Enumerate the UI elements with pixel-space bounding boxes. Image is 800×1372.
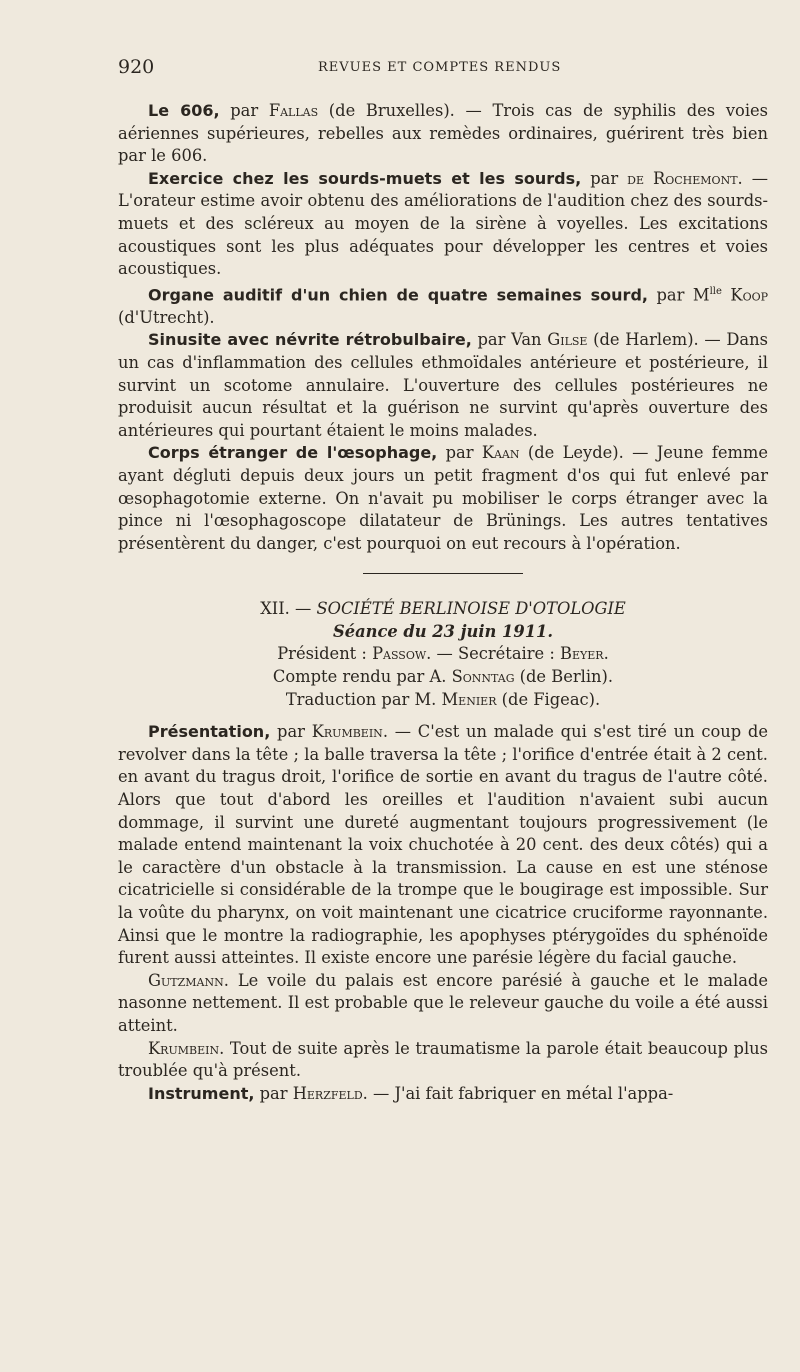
- section-heading: [118, 598, 768, 621]
- entry-text: par: [437, 443, 482, 463]
- author-name: Krumbein: [148, 1038, 220, 1058]
- entry-text: . Tout de suite après le traumatisme la parole était beaucoup plus troublée qu'à présent.: [118, 1038, 768, 1081]
- session-date: [118, 621, 768, 644]
- entry-title: Exercice chez les sourds-muets et les sourds,: [148, 168, 582, 188]
- paragraph-gutzmann: [118, 970, 768, 1038]
- entry-title: Corps étranger de l'œsophage,: [148, 443, 438, 463]
- officers-text: . — Secrétaire :: [426, 644, 561, 664]
- entry-text: (de Harlem). — Dans un cas d'inflammation des cellules ethmoïdales antérieure et postérieure, il survint un scotome annulaire. L'ouverture des cellules postérieures ne produisit aucun résultat et la guérison ne survint qu'après ouverture des antérieures qui pourtant étaient le moins malades.: [118, 330, 768, 440]
- entry-text: (de Leyde). — Jeune femme ayant dégluti depuis deux jours un petit fragment d'os qui fut enlevé par œsophagotomie externe. On n'avait pu mobiliser le corps étranger avec la pince ni l'œsophagoscope dilatateur de Brünings. Les autres tentatives présentèrent du danger, c'est pourquoi on eut recours à l'opération.: [118, 443, 768, 553]
- entry-text: par: [219, 101, 269, 120]
- report-text: (de Berlin).: [514, 667, 614, 687]
- officers-text: Président :: [277, 644, 373, 664]
- section-number: XII. —: [260, 599, 317, 619]
- session-date-text: Séance du 23 juin 1911.: [332, 621, 554, 641]
- entry-text: . — C'est un malade qui s'est tiré un coup de revolver dans la tête ; la balle traversa la tête ; l'orifice d'entrée était à 2 cent. en avant du tragus droit, l'orifice de sortie en avant du tragus de l'autre côté. Alors que tout d'abord les oreilles et l'audition n'avaient subi aucun dommage, il survint une dureté augmentant toujours progressivement (le malade entend maintenant la voix chuchotée à 20 cent. des deux côtés) qui a le caractère d'un obstacle à la transmission. La cause en est une sténose cicatricielle si considérable de la trompe que le bougirage est impossible. Sur la voûte du pharynx, on voit maintenant une cicatrice cruciforme rayonnante. Ainsi que le montre la radiographie, les apophyses ptérygoïdes du sphénoïde furent aussi atteintes. Il existe encore une parésie légère du facial gauche.: [118, 722, 768, 968]
- running-head: REVUES ET COMPTES RENDUS: [318, 60, 562, 75]
- entry-text: . — L'orateur estime avoir obtenu des améliorations de l'audition chez des sourds-muets et des scléreux au moyen de la sirène à voyelles. Les excitations acoustiques sont les plus adéquates pour développer les centres et voies acoustiques.: [118, 168, 768, 279]
- paragraph-instrument: [118, 1083, 768, 1106]
- president-name: Passow: [372, 644, 427, 664]
- paragraph-sinusite: [118, 329, 768, 442]
- section-divider: [363, 573, 523, 574]
- paragraph-presentation: [118, 721, 768, 970]
- author-name: Fallas: [268, 101, 319, 120]
- section-title: SOCIÉTÉ BERLINOISE D'OTOLOGIE: [316, 599, 626, 619]
- entry-title: Présentation,: [148, 722, 271, 742]
- entry-text: (d'Utrecht).: [118, 307, 215, 327]
- author-name: Herzfeld: [292, 1083, 363, 1103]
- author-name: Kaan: [481, 443, 520, 463]
- paragraph-organe-auditif: [118, 281, 768, 330]
- entry-text: par: [270, 722, 312, 742]
- author-name: de Rochemont: [627, 168, 738, 188]
- secretary-name: Beyer: [560, 644, 604, 664]
- translator-name: Menier: [441, 689, 497, 709]
- entry-title: Instrument,: [148, 1083, 255, 1103]
- author-name: Krumbein: [311, 722, 383, 742]
- entry-text: par: [254, 1083, 293, 1103]
- page-number: 920: [118, 56, 155, 78]
- author-name: Gilse: [547, 330, 588, 350]
- paragraph-corps-etranger: [118, 442, 768, 555]
- entry-text: par: [581, 168, 628, 188]
- superscript: lle: [709, 285, 722, 297]
- entry-title: Le 606,: [148, 101, 220, 120]
- entry-text: par Van: [471, 330, 548, 350]
- officers-text: .: [603, 644, 609, 664]
- entry-text: par M: [647, 285, 710, 305]
- entry-title: Organe auditif d'un chien de quatre semaines sourd,: [148, 285, 648, 305]
- entry-text: (de Bruxelles). — Trois cas de syphilis des voies aériennes supérieures, rebelles aux remèdes ordinaires, guérirent très bien par le 606.: [118, 101, 769, 166]
- reporter-name: Sonntag: [451, 667, 515, 687]
- entry-title: Sinusite avec névrite rétrobulbaire,: [148, 330, 472, 350]
- author-name: Gutzmann: [148, 970, 224, 990]
- entry-text: . Le voile du palais est encore parésié à gauche et le malade nasonne nettement. Il est probable que le releveur gauche du voile a été aussi atteint.: [118, 970, 768, 1035]
- translation-line: [118, 689, 768, 712]
- translation-text: Traduction par M.: [285, 689, 442, 709]
- author-name: Koop: [721, 285, 769, 305]
- paragraph-le-606: [118, 100, 768, 168]
- report-line: [118, 666, 768, 689]
- page-header: [118, 56, 768, 86]
- article-body: [118, 100, 768, 1105]
- translation-text: (de Figeac).: [496, 689, 601, 709]
- paragraph-sourds-muets: [118, 168, 768, 281]
- officers-line: [118, 643, 768, 666]
- report-text: Compte rendu par A.: [272, 667, 452, 687]
- entry-text: . — J'ai fait fabriquer en métal l'appa-: [362, 1083, 674, 1103]
- paragraph-krumbein-reply: [118, 1038, 768, 1083]
